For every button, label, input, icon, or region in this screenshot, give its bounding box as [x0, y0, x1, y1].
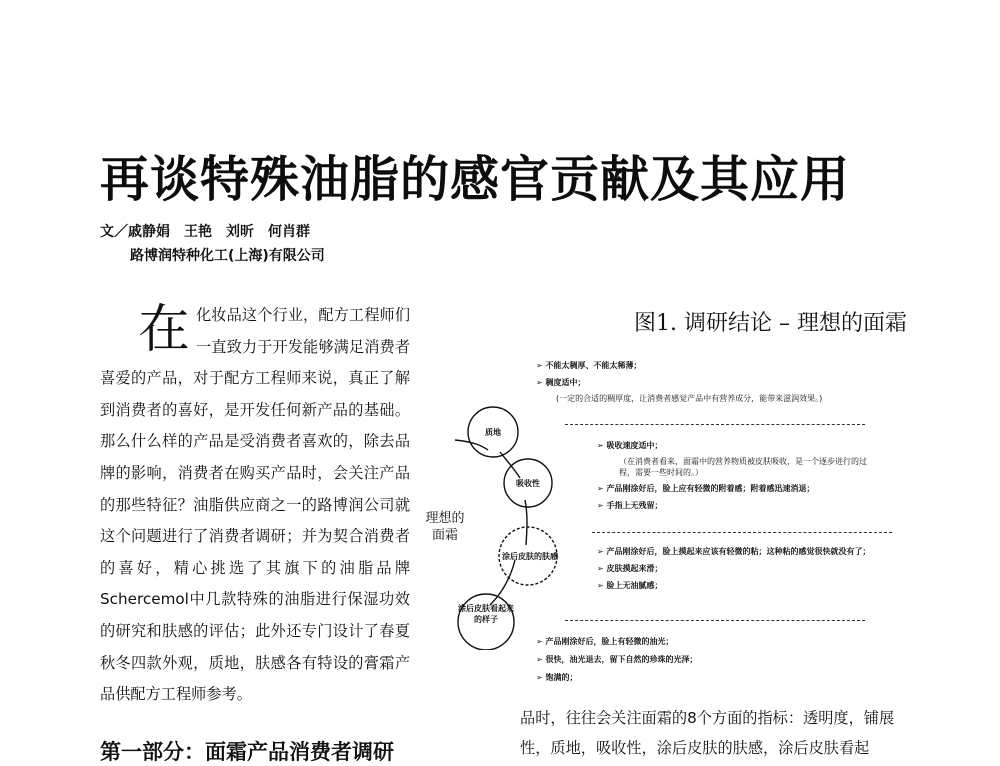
bullet-item [536, 377, 866, 389]
arrow-bullet-icon: ➢ [597, 501, 604, 510]
bullet-item [536, 672, 866, 684]
bullet-item [597, 483, 897, 495]
bullet-text: 稠度适中； [545, 378, 586, 387]
arrow-bullet-icon: ➢ [536, 673, 543, 682]
figure-caption: 图1. 调研结论 – 理想的面霜 [634, 311, 907, 336]
dashed-divider [565, 620, 865, 621]
bullet-text: 脸上无油腻感； [606, 581, 663, 590]
bullet-text: 手指上无残留； [606, 501, 663, 510]
article-affiliation: 路博润特种化工(上海)有限公司 [130, 248, 325, 264]
bullet-text: 产品刚涂好后，脸上应有轻微的附着感；附着感迅速消退； [606, 484, 815, 493]
group-after-feel [597, 546, 897, 592]
bullet-item [597, 546, 897, 558]
bullet-item [536, 636, 866, 648]
bullet-note: (一定的合适的稠厚度，让消费者感觉产品中有营养成分，能带来滋润效果。) [556, 394, 823, 403]
arrow-bullet-icon: ➢ [597, 547, 604, 556]
bullet-item [536, 360, 866, 372]
arrow-bullet-icon: ➢ [597, 564, 604, 573]
node-after-feel: 涂后皮肤的肤感 [502, 552, 558, 561]
bullet-text: 饱满的； [545, 673, 578, 682]
node-absorption: 吸收性 [516, 479, 540, 488]
arrow-bullet-icon: ➢ [597, 581, 604, 590]
arrow-bullet-icon: ➢ [536, 655, 543, 664]
article-authors: 文／戚静娟 王艳 刘昕 何肖群 [100, 224, 310, 240]
article-title: 再谈特殊油脂的感官贡献及其应用 [100, 151, 851, 208]
bullet-item [597, 580, 897, 592]
bullet-text: 不能太稠厚、不能太稀薄； [545, 361, 642, 370]
center-label-line2: 面霜 [431, 528, 458, 543]
group-after-look [536, 636, 866, 684]
center-label-line1: 理想的 [425, 511, 465, 526]
group-absorption [597, 440, 897, 512]
arrow-bullet-icon: ➢ [597, 484, 604, 493]
arrow-bullet-icon: ➢ [597, 441, 604, 450]
intro-paragraph-column [100, 300, 410, 711]
bullet-text: 皮肤摸起来滑； [606, 564, 663, 573]
node-after-look [456, 603, 516, 625]
intro-paragraph: 化妆品这个行业，配方工程师们一直致力于开发能够满足消费者喜爱的产品，对于配方工程师来说，真正了解到消费者的喜好，是开发任何新产品的基础。那么什么样的产品是受消费者喜欢的，除去品牌的影响，消费者在购买产品时，会关注产品的那些特征？油脂供应商之一的路博润公司就这个问题进行了消费者调研；并为契合消费者的喜好，精心挑选了其旗下的油脂品牌Schercemol中几款特殊的油脂进行保湿功效的研究和肤感的评估；此外还专门设计了春夏秋冬四款外观，质地，肤感各有特设的膏霜产品供配方工程师参考。 [100, 306, 410, 704]
node-texture: 质地 [485, 428, 501, 437]
node-after-look-line2: 的样子 [474, 615, 498, 624]
center-label [424, 510, 466, 544]
node-after-look-line1: 涂后皮肤看起来 [458, 604, 514, 613]
arrow-bullet-icon: ➢ [536, 361, 543, 370]
right-column-text: 品时，往往会关注面霜的8个方面的指标：透明度，铺展性，质地，吸收性，涂后皮肤的肤感，涂后皮肤看起 [520, 709, 895, 757]
dashed-divider [565, 424, 865, 425]
section-heading: 第一部分：面霜产品消费者调研 [100, 740, 394, 764]
bullet-item [597, 440, 897, 452]
bullet-item [536, 654, 866, 666]
dashed-divider [592, 532, 892, 533]
arrow-bullet-icon: ➢ [536, 637, 543, 646]
bullet-item [597, 563, 897, 575]
bullet-text: 产品刚涂好后，脸上有轻微的油光； [545, 637, 674, 646]
arrow-bullet-icon: ➢ [536, 378, 543, 387]
bullet-text: 产品刚涂好后，脸上摸起来应该有轻微的粘；这种粘的感觉很快就没有了； [606, 547, 871, 556]
bullet-note: （在消费者看来，面霜中的营养物质被皮肤吸收，是一个逐步进行的过程，需要一些时间的。） [619, 457, 867, 477]
right-column-paragraph [520, 703, 920, 763]
bullet-text: 吸收速度适中； [606, 441, 663, 450]
bullet-item [597, 500, 897, 512]
group-texture [536, 360, 866, 404]
drop-cap: 在 [138, 300, 191, 360]
bullet-text: 很快，油光退去，留下自然的珍珠的光泽； [545, 655, 698, 664]
